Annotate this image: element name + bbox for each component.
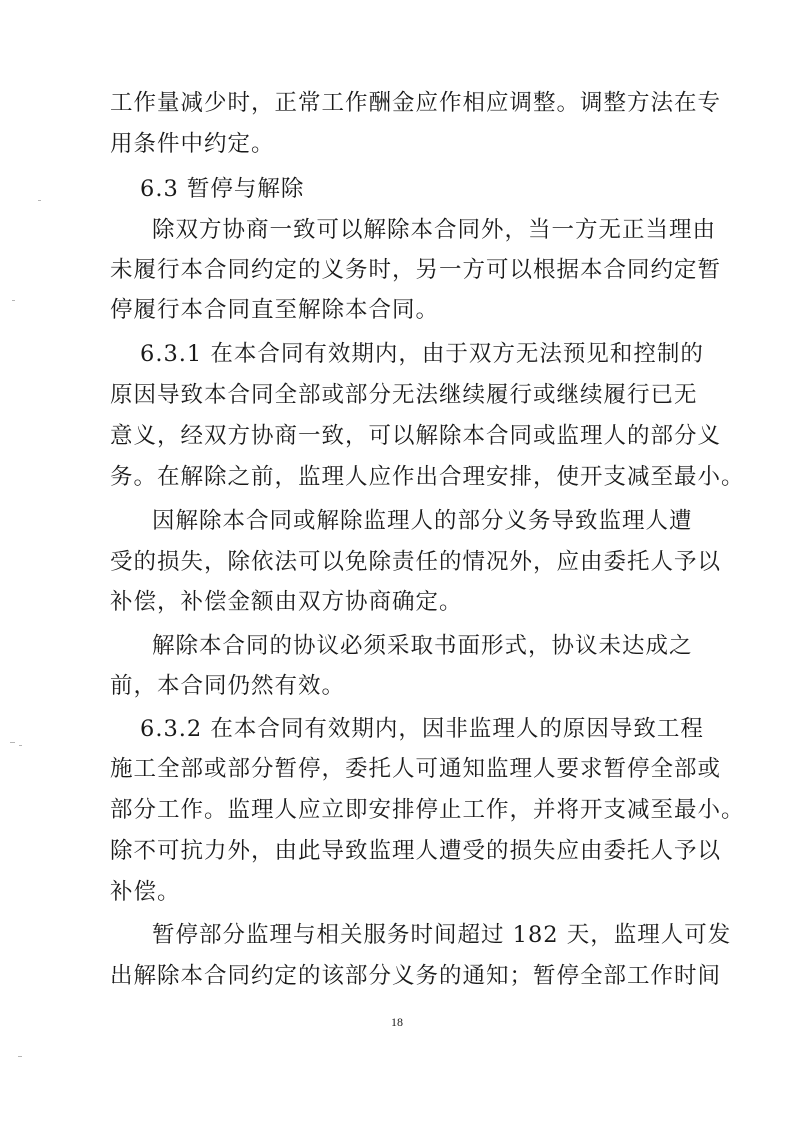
scan-speck bbox=[10, 742, 15, 743]
text-line: 除不可抗力外，由此导致监理人遭受的损失应由委托人予以 bbox=[110, 838, 722, 864]
clause-line: 6.3.1 在本合同有效期内，由于双方无法预见和控制的 bbox=[140, 341, 704, 367]
paragraph-first-line: 因解除本合同或解除监理人的部分义务导致监理人遭 bbox=[152, 508, 693, 534]
paragraph-first-line: 暂停部分监理与相关服务时间超过 182 天，监理人可发 bbox=[152, 922, 732, 948]
clause-line: 6.3.2 在本合同有效期内，因非监理人的原因导致工程 bbox=[140, 716, 704, 742]
text-line: 用条件中约定。 bbox=[110, 131, 275, 157]
scan-speck bbox=[18, 1056, 22, 1057]
text-line: 务。在解除之前，监理人应作出合理安排，使开支减至最小。 bbox=[110, 464, 745, 490]
text-line: 受的损失，除依法可以免除责任的情况外，应由委托人予以 bbox=[110, 549, 722, 575]
text-line: 未履行本合同约定的义务时，另一方可以根据本合同约定暂 bbox=[110, 257, 722, 283]
text-line: 工作量减少时，正常工作酬金应作相应调整。调整方法在专 bbox=[110, 90, 722, 116]
scan-speck bbox=[19, 745, 22, 746]
scan-speck bbox=[12, 300, 15, 301]
text-line: 出解除本合同约定的该部分义务的通知；暂停全部工作时间 bbox=[110, 963, 722, 989]
section-heading: 6.3 暂停与解除 bbox=[140, 176, 305, 202]
paragraph-first-line: 除双方协商一致可以解除本合同外，当一方无正当理由 bbox=[152, 217, 717, 243]
page-number: 18 bbox=[391, 1015, 403, 1029]
text-line: 原因导致本合同全部或部分无法继续履行或继续履行已无 bbox=[110, 382, 698, 408]
text-line: 部分工作。监理人应立即安排停止工作，并将开支减至最小。 bbox=[110, 797, 745, 823]
scan-speck bbox=[38, 200, 41, 201]
text-line: 施工全部或部分暂停，委托人可通知监理人要求暂停全部或 bbox=[110, 756, 722, 782]
text-line: 补偿，补偿金额由双方协商确定。 bbox=[110, 589, 463, 615]
text-line: 补偿。 bbox=[110, 879, 181, 905]
text-line: 停履行本合同直至解除本合同。 bbox=[110, 297, 440, 323]
text-line: 前，本合同仍然有效。 bbox=[110, 673, 346, 699]
paragraph-first-line: 解除本合同的协议必须采取书面形式，协议未达成之 bbox=[152, 633, 693, 659]
text-line: 意义，经双方协商一致，可以解除本合同或监理人的部分义 bbox=[110, 423, 722, 449]
